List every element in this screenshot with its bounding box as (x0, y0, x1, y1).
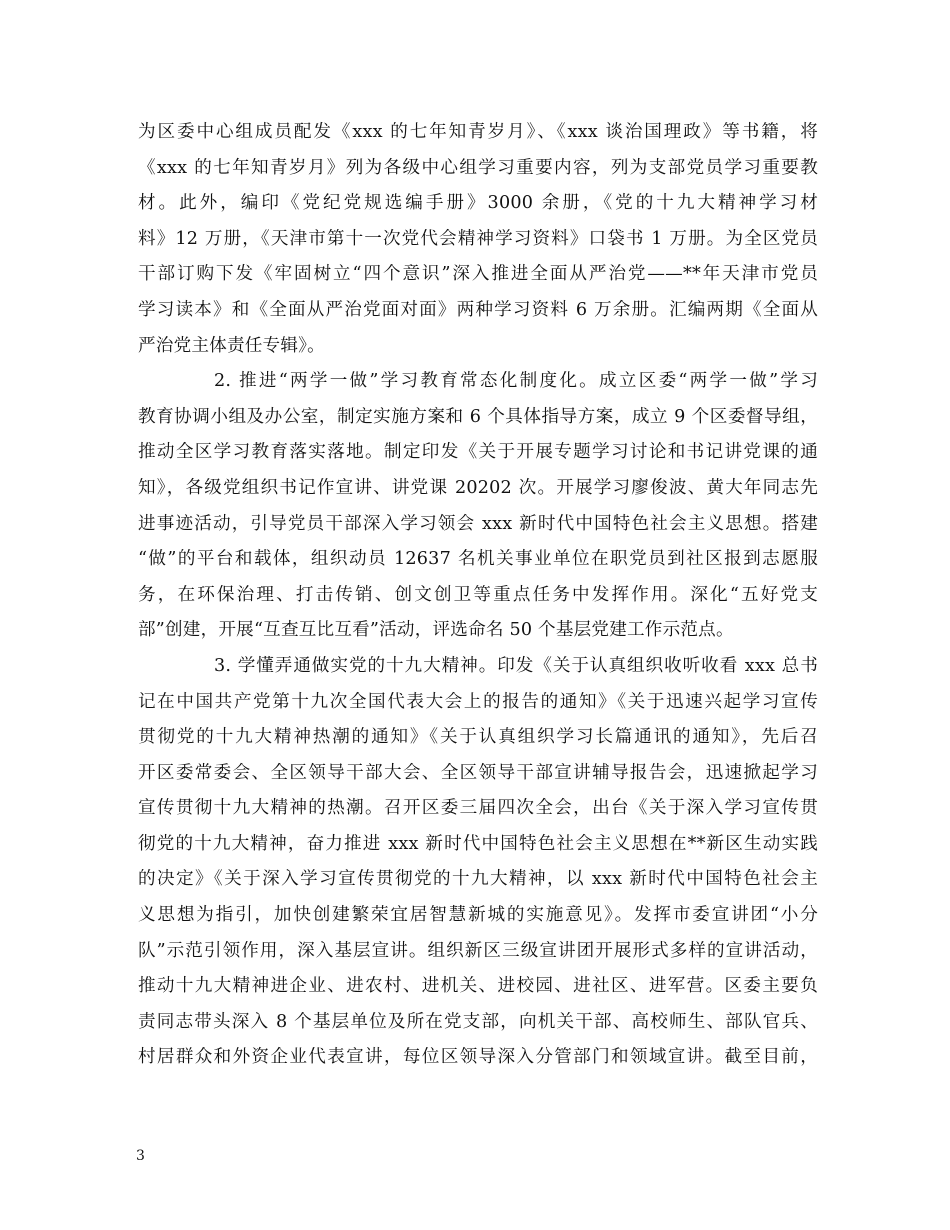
page-number: 3 (136, 1148, 145, 1164)
text-line: 村居群众和外资企业代表宣讲，每位区领导深入分管部门和领域宣讲。截至目前， (138, 1047, 818, 1068)
text-line: 记在中国共产党第十九次全国代表大会上的报告的通知》《关于迅速兴起学习宣传 (138, 691, 818, 712)
text-line: 责同志带头深入 8 个基层单位及所在党支部，向机关干部、高校师生、部队官兵、 (138, 1011, 818, 1032)
text-line: 宣传贯彻十九大精神的热潮。召开区委三届四次全会，出台《关于深入学习宣传贯 (138, 798, 818, 819)
text-line: “做”的平台和载体，组织动员 12637 名机关事业单位在职党员到社区报到志愿服 (138, 549, 818, 570)
text-line: 贯彻党的十九大精神热潮的通知》《关于认真组织学习长篇通讯的通知》，先后召 (138, 727, 818, 748)
text-line: 严治党主体责任专辑》。 (138, 335, 325, 356)
text-line: 队”示范引领作用，深入基层宣讲。组织新区三级宣讲团开展形式多样的宣讲活动， (138, 940, 818, 961)
text-line: 学习读本》和《全面从严治党面对面》两种学习资料 6 万余册。汇编两期《全面从 (138, 299, 818, 320)
text-line: 部”创建，开展“互查互比互看”活动，评选命名 50 个基层党建工作示范点。 (138, 620, 734, 641)
text-line: 进事迹活动，引导党员干部深入学习领会 xxx 新时代中国特色社会主义思想。搭建 (138, 513, 818, 534)
text-line: 义思想为指引，加快创建繁荣宜居智慧新城的实施意见》。发挥市委宣讲团“小分 (138, 905, 818, 926)
text-line: 材。此外，编印《党纪党规选编手册》3000 余册，《党的十九大精神学习材 (138, 193, 818, 214)
text-line: 《xxx 的七年知青岁月》列为各级中心组学习重要内容，列为支部党员学习重要教 (138, 157, 818, 178)
text-line: 知》，各级党组织书记作宣讲、讲党课 20202 次。开展学习廖俊波、黄大年同志先 (138, 477, 818, 498)
text-line: 的决定》《关于深入学习宣传贯彻党的十九大精神，以 xxx 新时代中国特色社会主 (138, 869, 818, 890)
text-line: 推动全区学习教育落实落地。制定印发《关于开展专题学习讨论和书记讲党课的通 (138, 442, 818, 463)
document-body (138, 115, 818, 1076)
text-line: 为区委中心组成员配发《xxx 的七年知青岁月》、《xxx 谈治国理政》等书籍，将 (138, 122, 818, 142)
text-line: 料》12 万册，《天津市第十一次党代会精神学习资料》口袋书 1 万册。为全区党员 (138, 228, 818, 249)
paragraph-start: 2. 推进“两学一做”学习教育常态化制度化。成立区委“两学一做”学习 (214, 371, 818, 392)
text-line: 干部订购下发《牢固树立“四个意识”深入推进全面从严治党——**年天津市党员 (138, 264, 818, 285)
text-line: 开区委常委会、全区领导干部大会、全区领导干部宣讲辅导报告会，迅速掀起学习 (138, 762, 818, 783)
paragraph-start: 3. 学懂弄通做实党的十九大精神。印发《关于认真组织收听收看 xxx 总书 (214, 655, 818, 676)
text-line: 教育协调小组及办公室，制定实施方案和 6 个具体指导方案，成立 9 个区委督导组， (138, 406, 818, 427)
text-line: 务，在环保治理、打击传销、创文创卫等重点任务中发挥作用。深化“五好党支 (138, 584, 818, 605)
text-line: 彻党的十九大精神，奋力推进 xxx 新时代中国特色社会主义思想在**新区生动实践 (138, 833, 818, 854)
text-line: 推动十九大精神进企业、进农村、进机关、进校园、进社区、进军营。区委主要负 (138, 976, 818, 997)
